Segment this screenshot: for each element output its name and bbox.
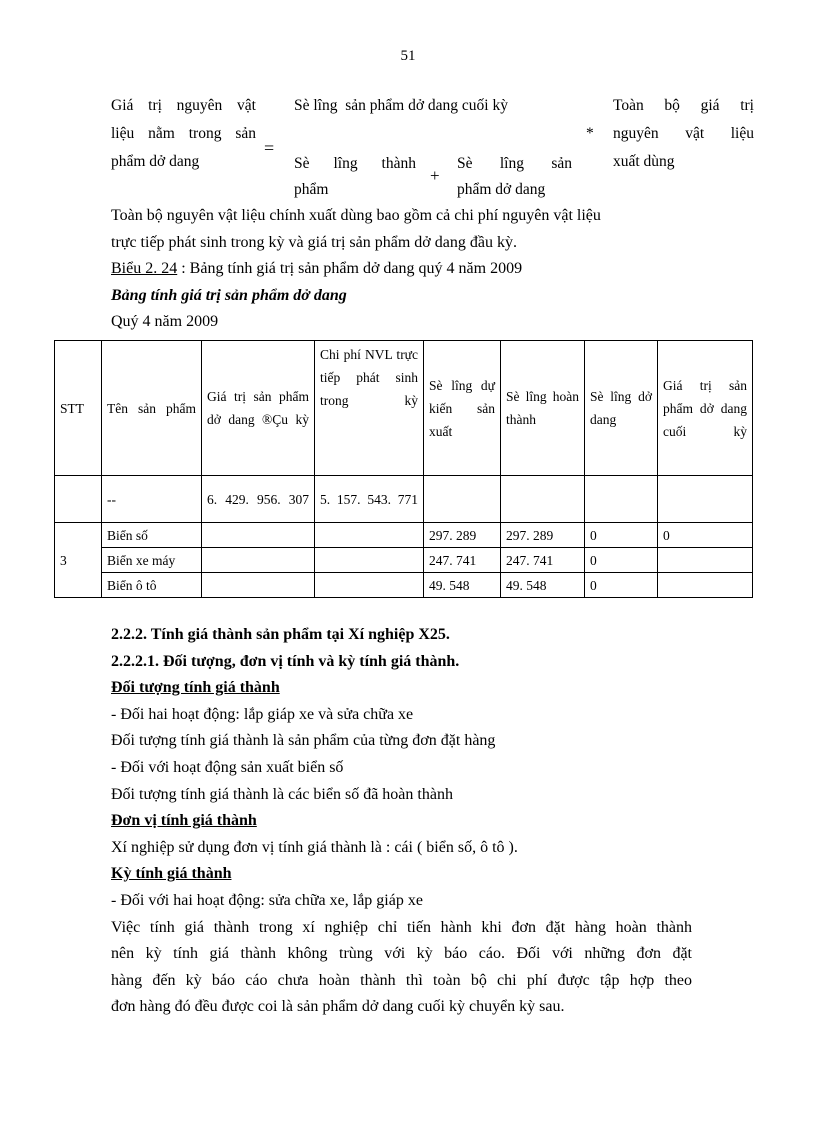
row-name: Biển ô tô [102,573,202,598]
formula-rhs-line-1: Toàn bộ giá trị [613,97,754,114]
body-line: đơn hàng đó đều được coi là sản phẩm dở dang cuối kỳ chuyển kỳ sau. [111,998,565,1016]
group-stt: 3 [55,523,102,598]
col-header-opening-wip-value: Giá trị sản phẩm dở dang ®Çu kỳ [202,341,315,476]
body-line: - Đối với hoạt động sản xuất biển số [111,758,344,776]
intro-block [111,203,601,336]
table-header-row [55,341,753,476]
formula-denominator-right-1: Sè lîng sản [457,155,572,172]
row-wip: 0 [585,548,658,573]
table-cell [315,573,424,598]
table-caption [111,256,601,283]
formula-lhs-line-1: Giá trị nguyên vật [111,97,256,114]
caption-label: Biểu 2. 24 [111,260,178,278]
table-cell [585,476,658,523]
table-subtitle: Quý 4 năm 2009 [111,313,219,331]
row-completed: 49. 548 [501,573,585,598]
formula-equals: = [264,138,275,158]
row-closing-value [658,573,753,598]
col-header-completed-quantity: Sè lîng hoàn thành [501,341,585,476]
row-planned: 297. 289 [424,523,501,548]
formula-multiply: * [586,125,594,142]
table-summary-row [55,476,753,523]
table-title: Bảng tính giá trị sản phẩm dở dang [111,286,347,304]
body-line: Xí nghiệp sử dụng đơn vị tính giá thành là : cái ( biển số, ô tô ). [111,838,518,856]
formula-denominator-left-2: phẩm [294,181,329,198]
col-header-wip-quantity: Sè lîng dở dang [585,341,658,476]
table-cell [202,573,315,598]
section-heading: 2.2.2. Tính giá thành sản phẩm tại Xí nghiệp X25. [111,626,450,643]
formula-denominator-left-1: Sè lîng thành [294,155,416,172]
body-line: nên kỳ tính giá thành không trùng với kỳ báo cáo. Đối với những đơn đặt [111,945,692,963]
cost-unit-heading: Đơn vị tính giá thành [111,812,257,830]
subsection-heading: 2.2.2.1. Đối tượng, đơn vị tính và kỳ tính giá thành. [111,652,460,670]
row-wip: 0 [585,523,658,548]
body-line: - Đối hai hoạt động: lắp giáp xe và sửa chữa xe [111,705,414,723]
intro-line-2: trực tiếp phát sinh trong kỳ và giá trị sản phẩm dở dang đầu kỳ. [111,233,517,251]
row-closing-value: 0 [658,523,753,548]
body-line: Đối tượng tính giá thành là các biển số đã hoàn thành [111,785,453,803]
table-cell [424,476,501,523]
table-cell [55,476,102,523]
row-completed: 247. 741 [501,548,585,573]
col-header-planned-quantity: Sè lîng dự kiến sản xuất [424,341,501,476]
summary-opening-value: 6. 429. 956. 307 [202,476,315,523]
body-line: Việc tính giá thành trong xí nghiệp chỉ tiến hành khi đơn đặt hàng hoàn thành [111,918,692,936]
body-line: Đối tượng tính giá thành là sản phẩm của từng đơn đặt hàng [111,732,496,750]
row-closing-value [658,548,753,573]
row-name: Biển xe máy [102,548,202,573]
formula-denominator-right-2: phẩm dở dang [457,181,546,198]
table-cell [658,476,753,523]
section-2-2-2 [111,622,692,1021]
table-cell [315,548,424,573]
col-header-direct-material-cost: Chi phí NVL trực tiếp phát sinh trong kỳ [315,341,424,476]
table-row [55,523,753,548]
body-line: - Đối với hai hoạt động: sửa chữa xe, lắp giáp xe [111,891,423,909]
row-completed: 297. 289 [501,523,585,548]
col-header-product-name: Tên sản phẩm [102,341,202,476]
row-wip: 0 [585,573,658,598]
formula-rhs-line-2: nguyên vật liệu [613,125,754,142]
summary-direct-cost: 5. 157. 543. 771 [315,476,424,523]
row-name: Biển số [102,523,202,548]
intro-line-1: Toàn bộ nguyên vật liệu chính xuất dùng bao gồm cả chi phí nguyên vật liệu [111,207,601,224]
formula-rhs-line-3: xuất dùng [613,153,675,170]
summary-name: -- [102,476,202,523]
body-line: hàng đến kỳ báo cáo chưa hoàn thành thì toàn bộ chi phí được tập hợp theo [111,971,692,989]
page-number: 51 [400,48,416,64]
table-row [55,548,753,573]
cost-period-heading: Kỳ tính giá thành [111,865,232,883]
row-planned: 49. 548 [424,573,501,598]
formula-lhs-line-2: liệu nằm trong sản [111,125,256,142]
table-cell [202,523,315,548]
row-planned: 247. 741 [424,548,501,573]
caption-text: : Bảng tính giá trị sản phẩm dở dang quý 4 năm 2009 [177,260,523,278]
formula-plus: + [430,166,440,185]
cost-object-heading: Đối tượng tính giá thành [111,679,280,697]
table-cell [501,476,585,523]
table-cell [202,548,315,573]
formula-numerator: Sè lîng sản phẩm dở dang cuối kỳ [294,97,508,114]
formula-lhs-line-3: phẩm dở dang [111,153,200,170]
table-cell [315,523,424,548]
col-header-closing-wip-value: Giá trị sản phẩm dở dang cuối kỳ [658,341,753,476]
wip-value-table [54,340,753,598]
col-header-stt: STT [55,341,102,476]
table-row [55,573,753,598]
